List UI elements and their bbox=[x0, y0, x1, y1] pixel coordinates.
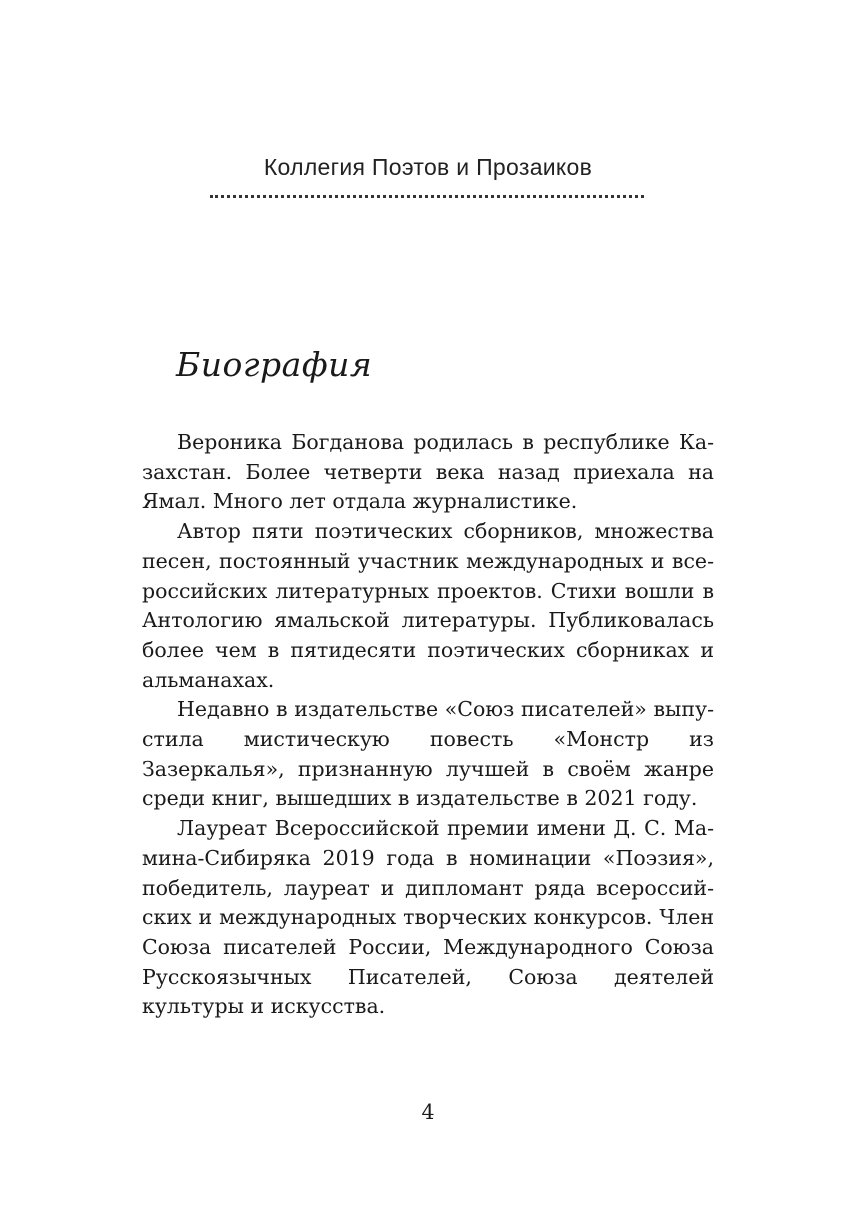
paragraph-4: Лауреат Всероссийской премии имени Д. С. Мамина-Сибиряка 2019 года в номинации «Поэзия», победитель, лауреат и дипломант ряда всероссийских и международных творческих конкурсов. Член Союза писателей России, Международного Союза Русскоязычных Писателей, Союза деятелей культуры и искусства. bbox=[142, 816, 714, 1019]
paragraph-3: Недавно в издательстве «Союз писателей» выпустила мистическую повесть «Монстр из Зазеркалья», признанную лучшей в своём жанре среди книг, вышедших в издательстве в 2021 году. bbox=[142, 697, 714, 811]
paragraph-2: Автор пяти поэтических сборников, множества песен, постоянный участник международных и всероссийских литературных проектов. Стихи вошли в Антологию ямальской литературы. Публиковалась более чем в пятидесяти поэтических сборниках и альманахах. bbox=[142, 519, 714, 692]
section-title: Биография bbox=[176, 345, 373, 384]
paragraph-1: Вероника Богданова родилась в республике Казахстан. Более четверти века назад приехала на Ямал. Много лет отдала журналистике. bbox=[142, 430, 714, 514]
header-dotted-rule bbox=[210, 195, 644, 198]
running-header: Коллегия Поэтов и Прозаиков bbox=[263, 154, 593, 180]
biography-text bbox=[142, 428, 714, 1022]
page-number: 4 bbox=[421, 1100, 435, 1124]
